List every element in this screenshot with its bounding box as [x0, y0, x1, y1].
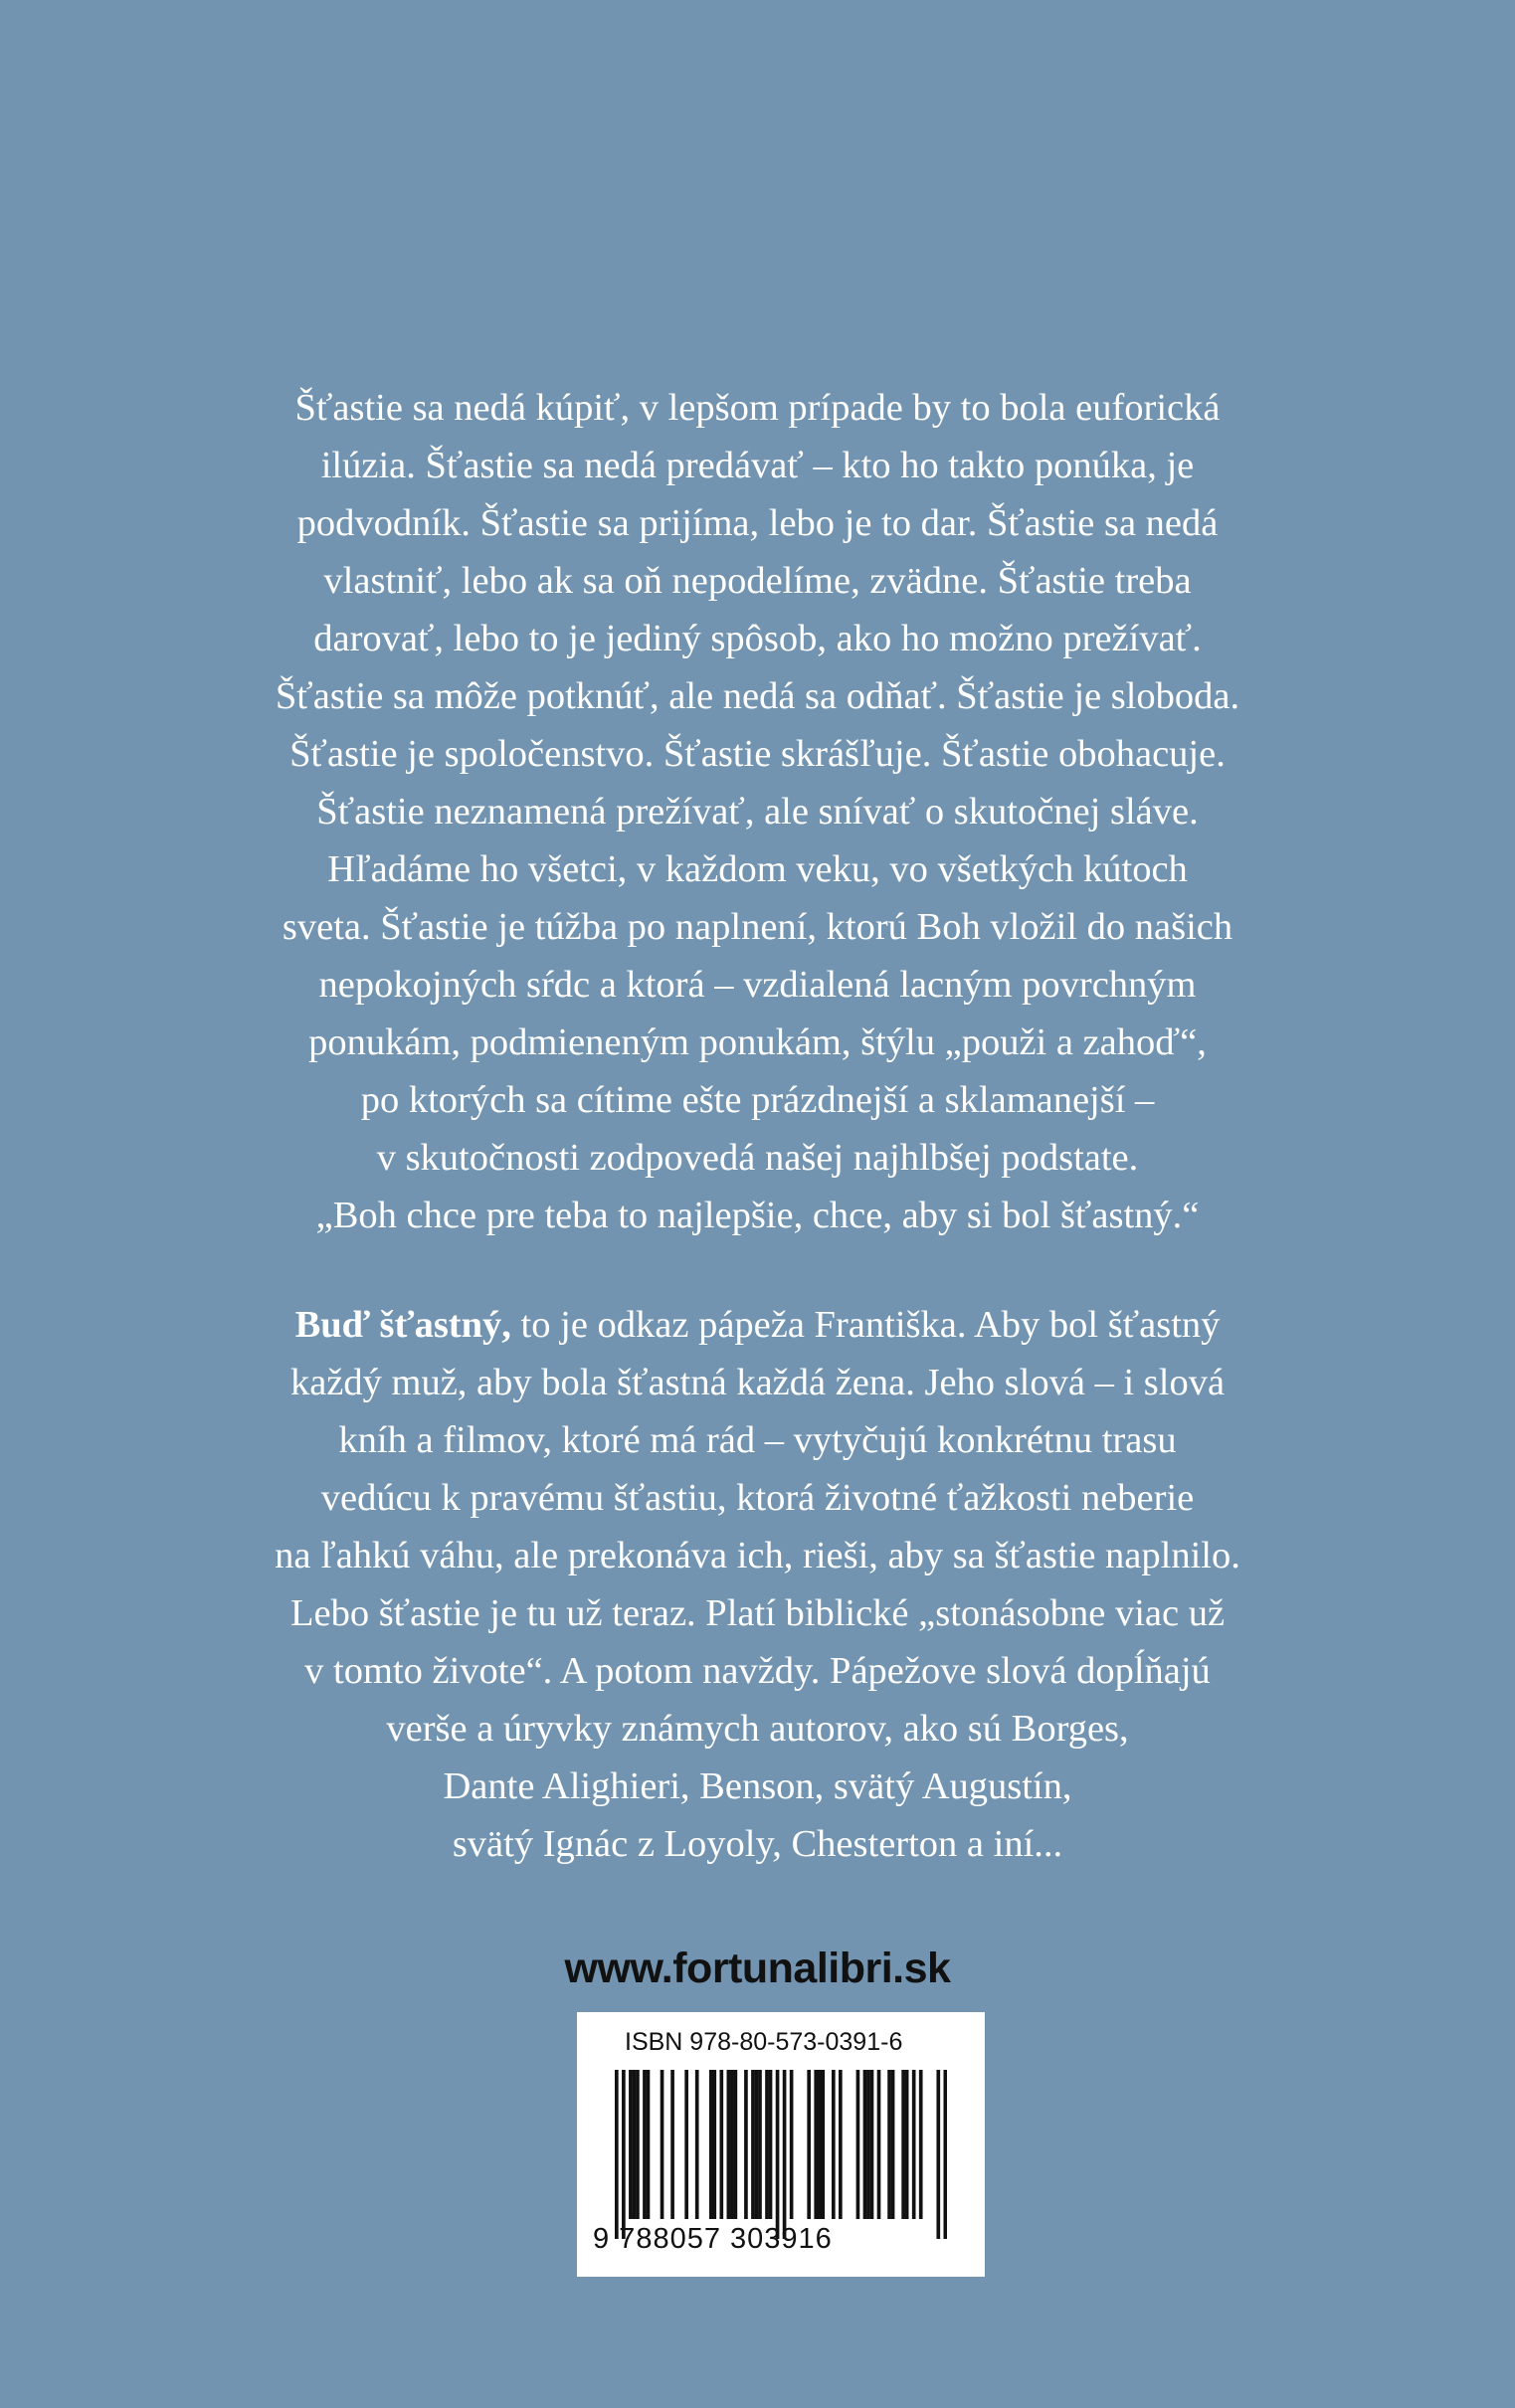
blurb-line: „Boh chce pre teba to najlepšie, chce, aby si bol šťastný.“ [315, 1195, 1200, 1236]
barcode-bar [891, 2070, 895, 2219]
barcode-bar [695, 2070, 699, 2219]
barcode-bar [814, 2070, 818, 2219]
bold-lead-text: Buď šťastný, [294, 1304, 511, 1346]
barcode-bar [912, 2070, 916, 2219]
barcode-bar [839, 2070, 843, 2219]
blurb-line: každý muž, aby bola šťastná každá žena. Jeho slová – i slová [289, 1362, 1226, 1403]
blurb-line: vlastniť, lebo ak sa oň nepodelíme, zvädne. Šťastie treba [323, 560, 1192, 602]
barcode-bar [643, 2070, 647, 2219]
barcode-bar [670, 2070, 674, 2219]
blurb-line: podvodník. Šťastie sa prijíma, lebo je to dar. Šťastie sa nedá [296, 502, 1219, 544]
barcode-bar [684, 2070, 688, 2219]
blurb-line: ponukám, podmieneným ponukám, štýlu „použi a zahoď“, [308, 1021, 1207, 1063]
barcode-bar [818, 2070, 822, 2219]
barcode-bar [821, 2070, 825, 2219]
blurb-line: v skutočnosti zodpovedá našej najhlbšej podstate. [376, 1137, 1139, 1179]
blurb-paragraph-2 [199, 1296, 1316, 1873]
blurb-line: Hľadáme ho všetci, v každom veku, vo všetkých kútoch [327, 848, 1188, 890]
barcode-bar [661, 2070, 664, 2219]
barcode-bar [751, 2070, 755, 2219]
barcode-bar [730, 2070, 734, 2219]
barcode-bar [755, 2070, 759, 2219]
barcode-bar [615, 2070, 619, 2239]
blurb-line: v tomto živote“. A potom navždy. Pápežove slová dopĺňajú [304, 1650, 1211, 1692]
blurb-line: sveta. Šťastie je túžba po naplnení, ktorú Boh vložil do našich [282, 906, 1233, 948]
blurb-line: ilúzia. Šťastie sa nedá predávať – kto ho takto ponúka, je [320, 445, 1195, 486]
barcode-bar [905, 2070, 909, 2219]
blurb-line: svätý Ignác z Loyoly, Chesterton a iní... [452, 1823, 1063, 1865]
barcode-icon [615, 2070, 947, 2239]
blurb-line: Šťastie neznamená prežívať, ale snívať o skutočnej sláve. [316, 791, 1199, 833]
blurb-line: Dante Alighieri, Benson, svätý Augustín, [443, 1765, 1072, 1807]
barcode-bar [629, 2070, 633, 2219]
barcode-bar [919, 2070, 923, 2219]
barcode-bar [719, 2070, 723, 2219]
blurb-line: verše a úryvky známych autorov, ako sú Borges, [386, 1708, 1129, 1750]
barcode-bar [712, 2070, 716, 2219]
barcode-bar [866, 2070, 870, 2219]
barcode-bar [636, 2070, 640, 2219]
barcode-bar [863, 2070, 867, 2219]
barcode-bar [647, 2070, 651, 2219]
barcode-bar [901, 2070, 905, 2219]
barcode-bar [877, 2070, 881, 2219]
barcode-bar [790, 2070, 794, 2219]
barcode-bar [622, 2070, 626, 2239]
barcode-bar [870, 2070, 874, 2219]
barcode-bar [943, 2070, 947, 2239]
barcode-bar [776, 2070, 780, 2239]
isbn-label: ISBN 978-80-573-0391-6 [625, 2028, 903, 2056]
blurb-line: Šťastie je spoločenstvo. Šťastie skrášľuje. Šťastie obohacuje. [289, 733, 1226, 775]
barcode-bar [769, 2070, 773, 2219]
barcode-bar [744, 2070, 748, 2219]
barcode-bar [758, 2070, 762, 2219]
blurb-line-first [199, 1296, 1316, 1354]
barcode-bar [734, 2070, 738, 2219]
barcode-bar [727, 2070, 731, 2219]
blurb-line: Šťastie sa môže potknúť, ale nedá sa odňať. Šťastie je sloboda. [275, 675, 1240, 717]
barcode-bar [807, 2070, 811, 2219]
barcode-digits: 9 788057 303916 [593, 2223, 833, 2255]
barcode-bar [633, 2070, 637, 2219]
barcode-bar [765, 2070, 769, 2219]
publisher-website[interactable]: www.fortunalibri.sk [564, 1945, 951, 1992]
blurb-paragraph-1 [199, 379, 1316, 1244]
isbn-barcode-box [577, 2012, 985, 2277]
first-line-rest: to je odkaz pápeža Františka. Aby bol šťastný [510, 1304, 1221, 1346]
barcode-bar [832, 2070, 836, 2219]
blurb-line: na ľahkú váhu, ale prekonáva ich, rieši, aby sa šťastie naplnilo. [275, 1535, 1240, 1576]
blurb-line: po ktorých sa cítime ešte prázdnejší a sklamanejší – [360, 1079, 1155, 1121]
blurb-line: Šťastie sa nedá kúpiť, v lepšom prípade by to bola euforická [294, 387, 1221, 429]
blurb-line: vedúcu k pravému šťastiu, ktorá životné ťažkosti neberie [320, 1477, 1195, 1519]
barcode-bar [709, 2070, 713, 2219]
blurb-line: Lebo šťastie je tu už teraz. Platí biblické „stonásobne viac už [289, 1592, 1226, 1634]
barcode-bar [936, 2070, 940, 2239]
blurb-line: nepokojných sŕdc a ktorá – vzdialená lacným povrchným [318, 964, 1197, 1006]
blurb-line: kníh a filmov, ktoré má rád – vytyčujú konkrétnu trasu [338, 1419, 1177, 1461]
barcode-bar [887, 2070, 891, 2219]
blurb-line: darovať, lebo to je jediný spôsob, ako ho možno prežívať. [313, 618, 1202, 659]
barcode-bar [856, 2070, 860, 2219]
barcode-bar [783, 2070, 787, 2239]
